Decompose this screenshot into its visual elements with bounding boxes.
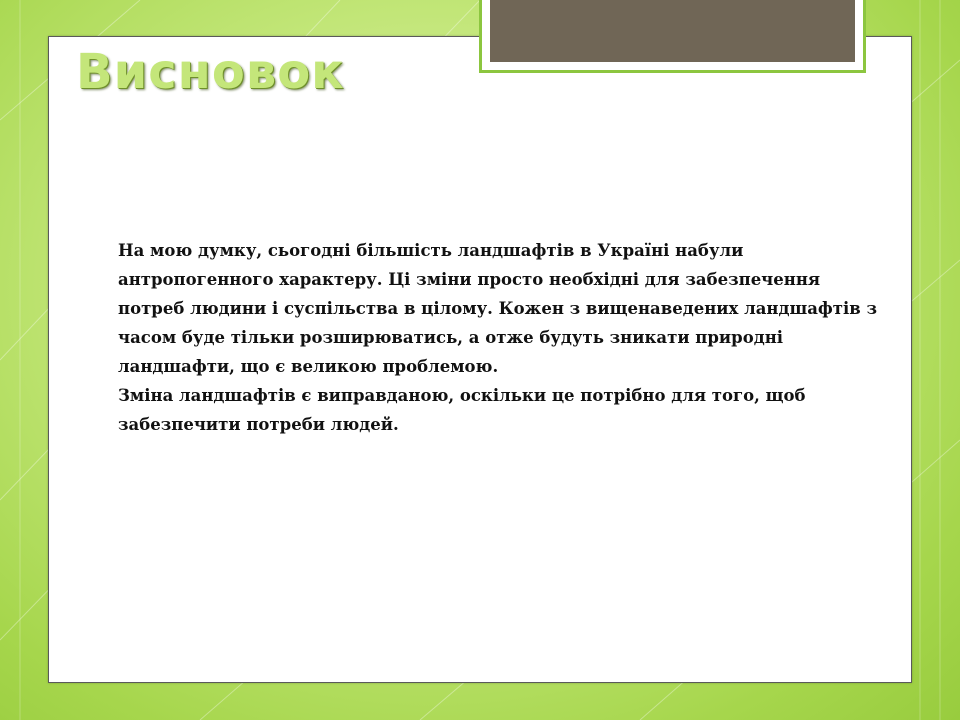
slide-title: Висновок: [76, 44, 345, 100]
slide-body: [118, 236, 878, 439]
body-paragraph-1: На мою думку, сьогодні більшість ландшафтів в Україні набули антропогенного характеру. Ці зміни просто необхідні для забезпечення потреб людини і суспільства в цілому. Кожен з вищенаведених ландшафтів з часом буде тільки розширюватись, а отже будуть зникати природні ландшафти, що є великою проблемою.: [118, 241, 878, 376]
header-tab-frame: [479, 0, 866, 73]
header-tab-fill: [490, 0, 855, 62]
body-paragraph-2: Зміна ландшафтів є виправданою, оскільки це потрібно для того, щоб забезпечити потреби людей.: [118, 386, 806, 434]
